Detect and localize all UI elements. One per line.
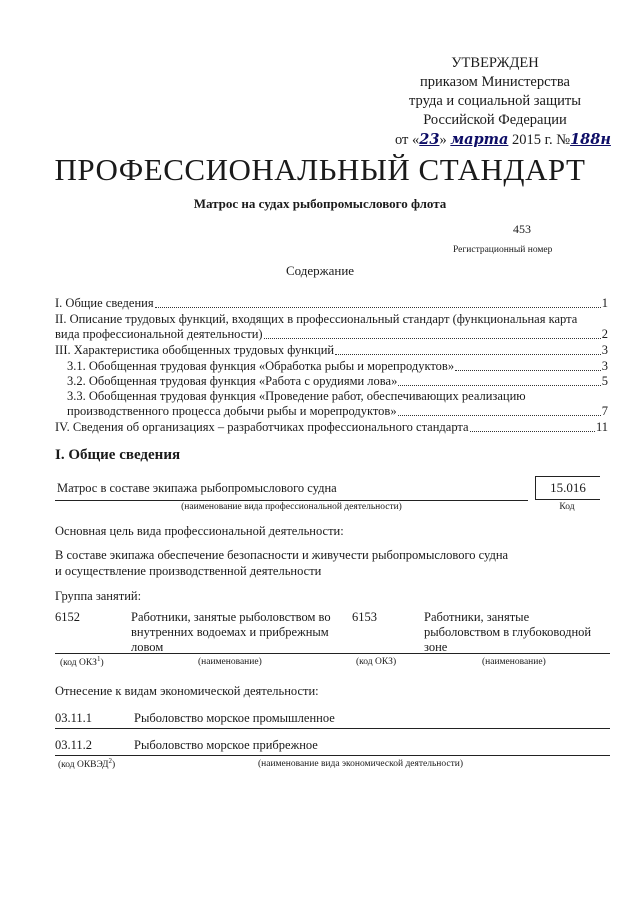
registration-number: 453 — [513, 222, 531, 236]
toc-leader — [398, 415, 601, 416]
date-year: 2015 г. № — [512, 132, 571, 148]
toc-page: 3 — [601, 343, 608, 357]
occupation-name-line3: ловом — [131, 640, 164, 654]
okved-code: 03.11.2 — [55, 738, 93, 752]
okved-caption: (код ОКВЭД$^2$) — [58, 757, 116, 771]
toc-entry-text: производственного процесса добычи рыбы и морепродуктов» — [67, 404, 397, 418]
toc-entry-text: I. Общие сведения — [55, 296, 154, 310]
toc-page: 11 — [595, 420, 608, 434]
toc-leader — [155, 307, 601, 308]
occupation-group-underline — [55, 653, 610, 654]
section-heading: I. Общие сведения — [55, 447, 181, 463]
toc-leader — [455, 370, 601, 371]
okz-code: 6152 — [55, 610, 80, 624]
activity-code-box: 15.016 — [535, 476, 600, 500]
economic-activity-caption: (наименование вида экономической деятельности) — [258, 759, 463, 769]
goal-label: Основная цель вида профессиональной деятельности: — [55, 524, 344, 538]
approval-title: УТВЕРЖДЕН — [451, 55, 539, 71]
economic-activity-underline — [55, 755, 610, 756]
toc-entry[interactable] — [55, 296, 608, 311]
approval-order-line: приказом Министерства — [420, 74, 570, 90]
toc-leader — [335, 354, 601, 355]
okz-code: 6153 — [352, 610, 377, 624]
document-title: ПРОФЕССИОНАЛЬНЫЙ СТАНДАРТ — [54, 152, 586, 187]
toc-entry-text: вида профессиональной деятельности) — [55, 327, 263, 341]
toc-page: 7 — [601, 404, 608, 418]
handwritten-order-number: 188н — [570, 131, 611, 148]
economic-activity-label: Отнесение к видам экономической деятельности: — [55, 684, 319, 698]
occupation-name-line1: Работники, занятые рыболовством во — [131, 610, 331, 624]
occupation-name-line2: рыболовством в глубоководной — [424, 625, 592, 639]
activity-caption: (наименование вида профессиональной деятельности) — [181, 502, 402, 512]
economic-activity-separator — [55, 728, 610, 729]
toc-leader — [398, 385, 600, 386]
contents-heading: Содержание — [285, 263, 355, 278]
toc-leader — [470, 431, 595, 432]
date-prefix: от « — [395, 132, 420, 148]
toc-entry-text-line1: II. Описание трудовых функций, входящих в профессиональный стандарт (функциональная карта — [55, 312, 578, 326]
toc-entry[interactable] — [55, 312, 608, 342]
approval-date-line — [395, 130, 611, 150]
toc-entry[interactable] — [55, 420, 608, 435]
goal-text-line1: В составе экипажа обеспечение безопасности и живучести рыбопромыслового судна — [55, 548, 509, 562]
toc-entry[interactable] — [67, 359, 608, 374]
toc-entry-text-line1: 3.3. Обобщенная трудовая функция «Проведение работ, обеспечивающих реализацию — [67, 389, 526, 403]
occupation-name-caption-2: (наименование) — [482, 657, 546, 667]
date-mid: » — [439, 132, 447, 148]
toc-leader — [264, 338, 601, 339]
approval-ministry-line: труда и социальной защиты — [409, 93, 581, 109]
occupation-name-caption: (наименование) — [198, 657, 262, 667]
toc-page: 5 — [601, 374, 608, 388]
occupation-name-line1: Работники, занятые — [424, 610, 530, 624]
professional-activity-name: Матрос в составе экипажа рыбопромыслового судна — [57, 481, 337, 495]
occupation-name-line3: зоне — [424, 640, 448, 654]
activity-underline — [55, 500, 528, 501]
toc-entry[interactable] — [67, 374, 608, 389]
approval-block — [395, 54, 611, 150]
occupation-group-label: Группа занятий: — [55, 589, 142, 603]
okz-caption: (код ОКЗ$^1$) — [60, 655, 104, 669]
registration-label: Регистрационный номер — [453, 245, 553, 255]
okved-code: 03.11.1 — [55, 711, 93, 725]
toc-page: 3 — [601, 359, 608, 373]
handwritten-day: 23 — [419, 131, 440, 148]
economic-activity-name: Рыболовство морское промышленное — [134, 711, 335, 725]
okz-caption-2: (код ОКЗ) — [356, 657, 397, 667]
approval-country-line: Российской Федерации — [423, 112, 567, 128]
toc-entry-text: III. Характеристика обобщенных трудовых функций — [55, 343, 335, 357]
occupation-name-line2: внутренних водоемах и прибрежным — [131, 625, 329, 639]
toc-entry-text: IV. Сведения об организациях – разработчиках профессионального стандарта — [55, 420, 469, 434]
toc-entry[interactable] — [67, 389, 608, 419]
toc-page: 2 — [601, 327, 608, 341]
toc-entry-text: 3.2. Обобщенная трудовая функция «Работа с орудиями лова» — [67, 374, 398, 388]
activity-code-caption: Код — [559, 502, 575, 512]
document-subtitle: Матрос на судах рыбопромыслового флота — [193, 196, 447, 211]
economic-activity-name: Рыболовство морское прибрежное — [134, 738, 318, 752]
goal-text-line2: и осуществление производственной деятельности — [55, 564, 322, 578]
toc-entry[interactable] — [55, 343, 608, 358]
toc-entry-text: 3.1. Обобщенная трудовая функция «Обработка рыбы и морепродуктов» — [67, 359, 455, 373]
toc-page: 1 — [601, 296, 608, 310]
handwritten-month: марта — [450, 131, 509, 148]
